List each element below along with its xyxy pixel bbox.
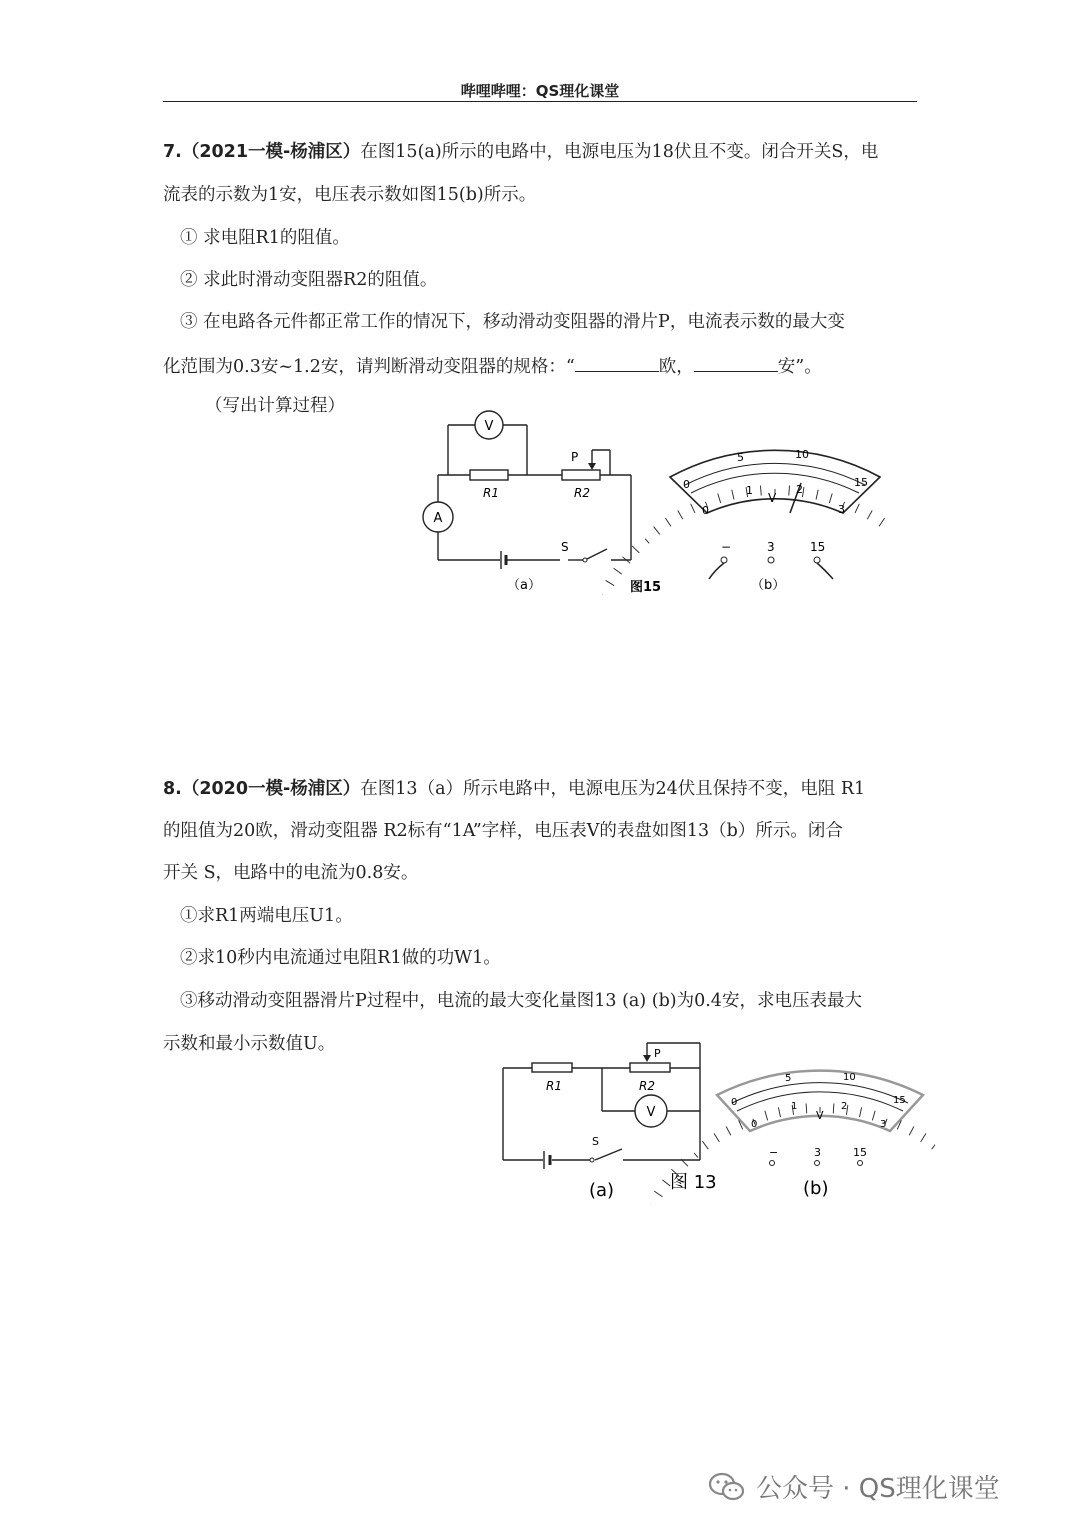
meter13-symbol: V [816,1109,824,1122]
terminal13-neg-icon [770,1161,775,1166]
scale-top-10: 10 [795,448,809,461]
slider-arrow-icon-13 [643,1055,651,1062]
scale-tick [932,1141,935,1149]
r1-label: R1 [483,486,499,500]
fig15a-label: （a） [507,578,541,593]
fig15a-circuit [438,425,631,560]
slider-arrow-icon [588,463,596,470]
scale-tick [714,1133,719,1141]
scale-bottom-2: 2 [796,483,803,496]
scale-tick [654,1191,662,1197]
scale-tick [691,504,695,513]
slider-label-13: P [654,1047,661,1060]
scale-bottom-3: 3 [838,503,845,516]
terminal13-3-label: 3 [814,1146,821,1159]
scale-tick [702,1141,708,1149]
header-rule [163,101,917,102]
scale13-bottom-2: 2 [841,1101,848,1112]
q7-item2: ② 求此时滑动变阻器R2的阻值。 [180,270,438,290]
q8-line3: 开关 S，电路中的电流为0.8安。 [163,863,419,883]
q7-item3b-pre: 化范围为0.3安~1.2安，请判断滑动变阻器的规格：“ [163,357,575,377]
q8-text-1: 在图13（a）所示电路中，电源电压为24伏且保持不变，电阻 R1 [360,779,866,799]
scale13-bottom-0: 0 [751,1119,758,1130]
scale-tick [632,546,639,553]
switch-contact-icon-13 [590,1158,594,1162]
scale13-top-5: 5 [785,1073,792,1084]
q8-number: 8.（2020一模-杨浦区） [163,779,361,799]
scale-tick [694,1153,698,1158]
figure-13 [495,1035,935,1205]
r1-label-13: R1 [546,1079,562,1093]
r2-label: R2 [574,486,590,500]
scale-bottom-0: 0 [702,504,709,517]
slider-label: P [571,450,579,464]
q7-item1: ① 求电阻R1的阻值。 [180,228,350,248]
q8-line1 [163,781,865,799]
q8-item1: ①求R1两端电压U1。 [180,906,353,926]
scale-top-0: 0 [683,478,690,491]
q7-item3b [163,357,822,377]
q7-item3b-mid: 欧， [658,357,694,377]
scale-tick [678,510,683,519]
switch-contact-icon [583,558,587,562]
voltmeter-label-13: V [646,1105,656,1120]
terminal-3-icon [768,557,774,563]
answer-blank-amp[interactable] [694,357,778,372]
switch-label-13: S [592,1135,599,1148]
terminal13-3-icon [815,1161,820,1166]
scale-top-5: 5 [737,451,744,464]
q8-item3b: 示数和最小示数值U。 [163,1034,336,1054]
terminal13-15-icon [858,1161,863,1166]
page-header: 哔哩哔哩：QS理化课堂 [460,82,620,100]
switch-label: S [561,540,569,554]
terminal-neg-icon [721,557,727,563]
scale-tick [614,568,622,574]
q7-line2: 流表的示数为1安，电压表示数如图15(b)所示。 [163,185,537,205]
figure-15 [415,405,890,595]
q7-number: 7.（2021一模-杨浦区） [163,142,361,162]
fig13a-circuit [503,1043,700,1160]
answer-blank-ohm[interactable] [575,357,659,372]
q8-line2: 的阻值为20欧，滑动变阻器 R2标有“1A”字样，电压表V的表盘如图13（b）所示。闭合 [163,821,843,841]
footer-watermark [708,1468,1000,1505]
q8-item2: ②求10秒内电流通过电阻R1做的功W1。 [180,948,501,968]
q7-note: （写出计算过程） [205,396,345,416]
scale13-bottom-3: 3 [880,1119,887,1130]
terminal-neg-label: − [721,540,732,554]
wechat-icon [708,1471,746,1503]
terminal-3-label: 3 [767,540,775,554]
q8-item3a: ③移动滑动变阻器滑片P过程中，电流的最大变化量图13 (a) (b)为0.4安，求电压表最大 [180,991,862,1011]
terminal13-neg-label: − [769,1146,779,1159]
scale-tick [855,504,859,513]
voltmeter-label: V [484,419,494,434]
fig15b-label: （b） [751,578,786,593]
scale13-top-15: 15 [893,1095,906,1106]
r2-label-13: R2 [639,1079,655,1093]
terminal-15-label: 15 [810,540,826,554]
scale-tick [879,518,885,526]
q7-text-1: 在图15(a)所示的电路中，电源电压为18伏且不变。闭合开关S，电 [360,142,879,162]
terminal-15-icon [814,557,820,563]
scale13-bottom-1: 1 [791,1101,798,1112]
scale13-top-0: 0 [731,1097,738,1108]
fig13a-label: (a) [589,1180,615,1201]
q7-line1 [163,144,878,162]
footer-text: 公众号 · QS理化课堂 [756,1474,1000,1504]
scale-tick [645,539,649,543]
q7-item3b-post: 安”。 [777,357,822,377]
fig13b-label: (b) [803,1178,829,1199]
scale-tick [726,1126,731,1135]
scale13-top-10: 10 [843,1072,856,1083]
scale-tick [921,1133,926,1141]
q7-item3a: ③ 在电路各元件都正常工作的情况下，移动滑动变阻器的滑片P，电流表示数的最大变 [180,312,845,332]
ammeter-label: A [433,511,443,526]
scale-tick [867,510,872,519]
scale-bottom-1: 1 [746,484,753,497]
scale-top-15: 15 [854,476,868,489]
scale-tick [654,527,660,535]
meter-symbol: V [768,491,777,505]
scale-tick [665,518,671,526]
wire-neg-icon [709,563,724,579]
fig15-caption: 图15 [630,580,662,595]
scale-tick [606,580,615,585]
fig15b-meter [602,448,890,595]
fig13-caption: 图 13 [670,1172,717,1193]
terminal13-15-label: 15 [853,1146,867,1159]
scale-tick [909,1126,914,1135]
wire-15-icon [817,563,833,579]
